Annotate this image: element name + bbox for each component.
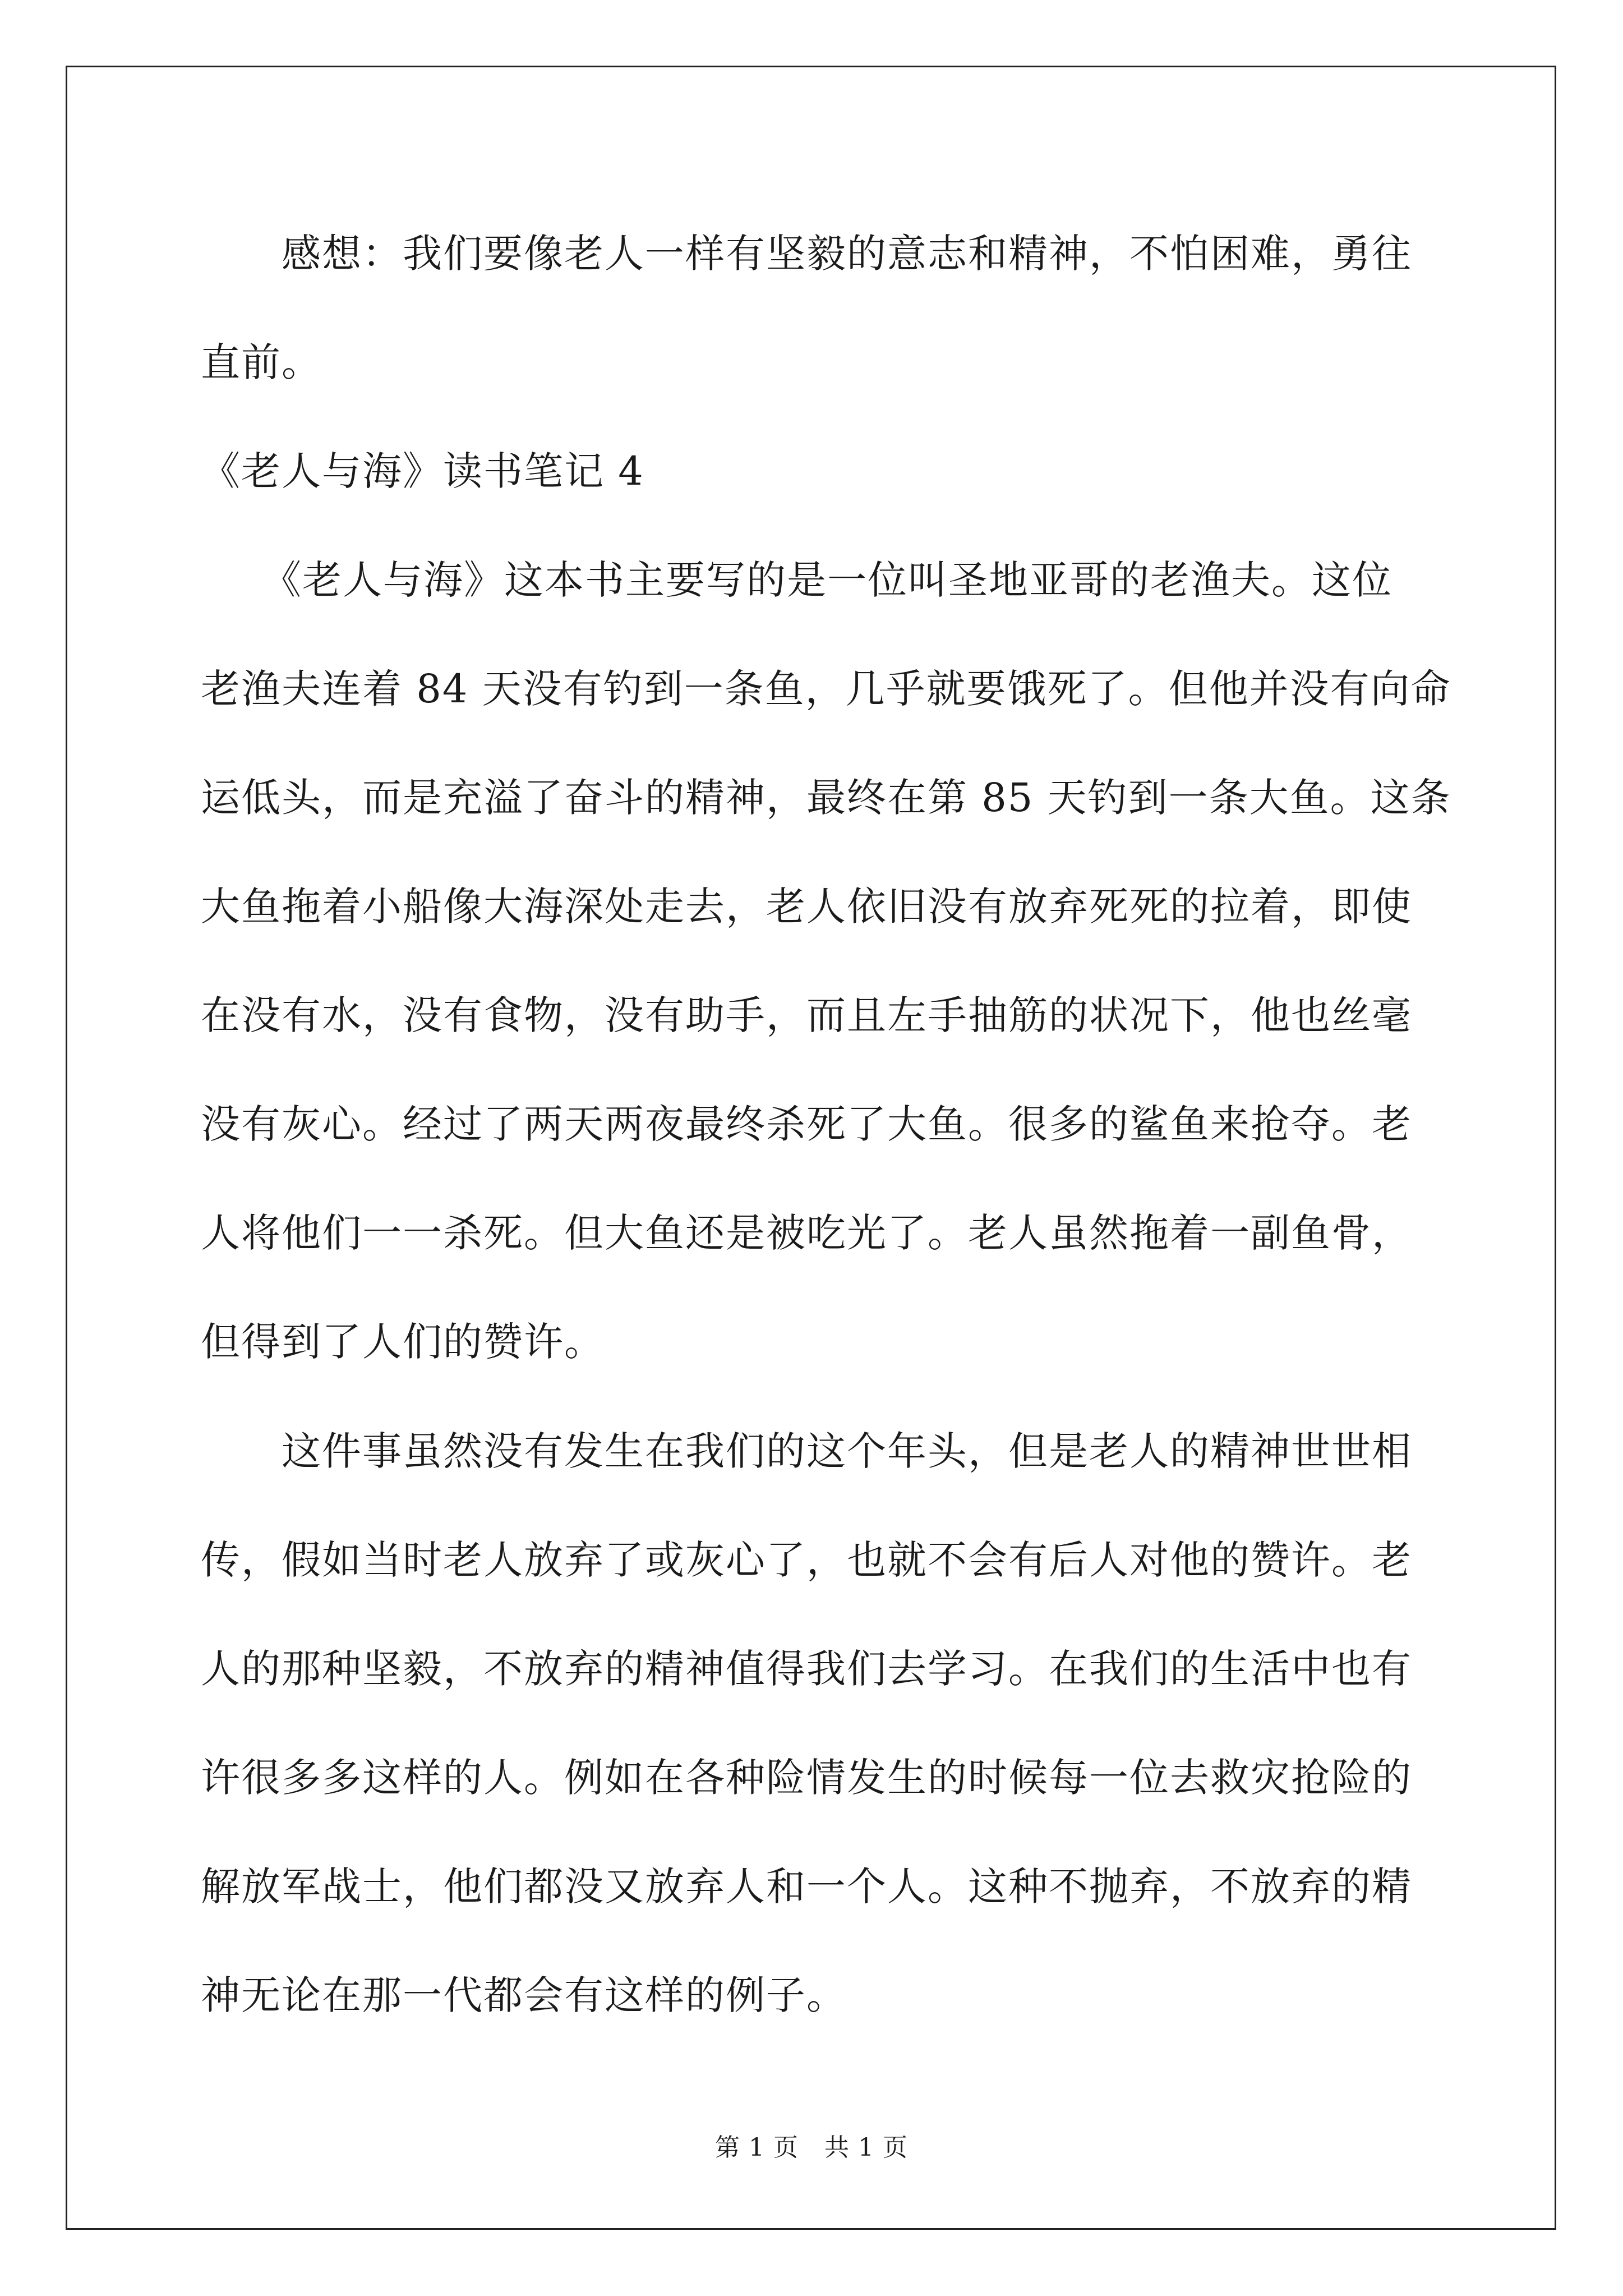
text-line: 没有灰心。经过了两天两夜最终杀死了大鱼。很多的鲨鱼来抢夺。老: [201, 1101, 1412, 1147]
text-line: 这件事虽然没有发生在我们的这个年头，但是老人的精神世世相: [201, 1428, 1412, 1474]
paragraph-feelings: [201, 199, 1429, 526]
text-line: 老渔夫连着 84 天没有钓到一条鱼，几乎就要饿死了。但他并没有向命: [201, 666, 1451, 712]
text-line: 运低头，而是充溢了奋斗的精神，最终在第 85 天钓到一条大鱼。这条: [201, 775, 1451, 821]
paragraph-summary: [201, 526, 1451, 1396]
text-line: 直前。: [201, 339, 322, 385]
text-line: 传，假如当时老人放弃了或灰心了，也就不会有后人对他的赞许。老: [201, 1537, 1412, 1583]
text-line: 神无论在那一代都会有这样的例子。: [201, 1972, 847, 2018]
section-title: 《老人与海》读书笔记 4: [201, 448, 644, 494]
text-line: 感想：我们要像老人一样有坚毅的意志和精神，不怕困难，勇往: [201, 231, 1412, 277]
text-line: 人将他们一一杀死。但大鱼还是被吃光了。老人虽然拖着一副鱼骨，: [201, 1210, 1412, 1256]
text-line: 许很多多这样的人。例如在各种险情发生的时候每一位去救灾抢险的: [201, 1755, 1412, 1801]
page-total: 共 1 页: [824, 2133, 908, 2162]
text-line: 《老人与海》这本书主要写的是一位叫圣地亚哥的老渔夫。这位: [201, 557, 1393, 603]
text-line: 大鱼拖着小船像大海深处走去，老人依旧没有放弃死死的拉着，即使: [201, 884, 1412, 930]
paragraph-reflection: [201, 1397, 1429, 2050]
text-line: 在没有水，没有食物，没有助手，而且左手抽筋的状况下，他也丝毫: [201, 992, 1412, 1038]
text-line: 但得到了人们的赞许。: [201, 1319, 605, 1365]
text-line: 解放军战士，他们都没又放弃人和一个人。这种不抛弃，不放弃的精: [201, 1864, 1412, 1910]
page-footer: [0, 2127, 1623, 2163]
text-line: 人的那种坚毅，不放弃的精神值得我们去学习。在我们的生活中也有: [201, 1646, 1412, 1692]
page-number: 第 1 页: [715, 2133, 799, 2162]
